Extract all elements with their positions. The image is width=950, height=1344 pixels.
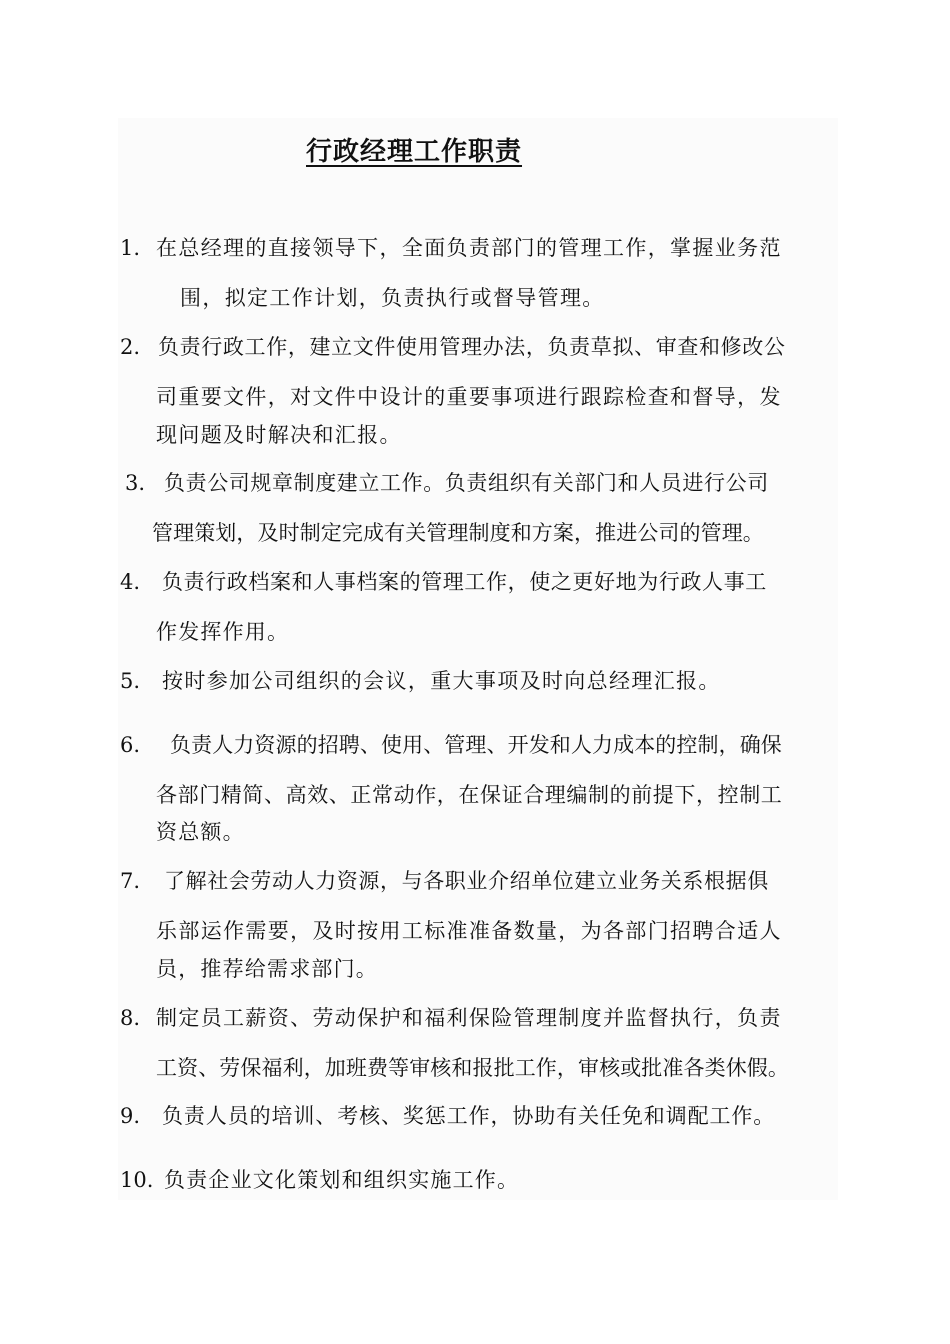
item-9-line-1: 负责人员的培训、考核、奖惩工作，协助有关任免和调配工作。 bbox=[162, 1104, 776, 1128]
item-8-line-2: 工资、劳保福利，加班费等审核和报批工作，审核或批准各类休假。 bbox=[156, 1056, 789, 1080]
item-7-line-2: 乐部运作需要，及时按用工标准准备数量，为各部门招聘合适人 bbox=[156, 919, 782, 943]
item-4-line-1: 负责行政档案和人事档案的管理工作，使之更好地为行政人事工 bbox=[162, 570, 767, 594]
item-7-line-3: 员，推荐给需求部门。 bbox=[156, 957, 378, 981]
item-10-line-1: 负责企业文化策划和组织实施工作。 bbox=[164, 1168, 520, 1192]
item-6-line-2: 各部门精简、高效、正常动作，在保证合理编制的前提下，控制工 bbox=[156, 783, 783, 807]
item-1-line-1: 在总经理的直接领导下，全面负责部门的管理工作，掌握业务范 bbox=[156, 236, 782, 260]
item-number: 3. bbox=[125, 471, 146, 495]
item-5-line-1: 按时参加公司组织的会议，重大事项及时向总经理汇报。 bbox=[162, 669, 721, 693]
item-8-line-1: 制定员工薪资、劳动保护和福利保险管理制度并监督执行，负责 bbox=[156, 1006, 782, 1030]
item-number: 7. bbox=[120, 869, 141, 893]
item-3-line-1: 负责公司规章制度建立工作。负责组织有关部门和人员进行公司 bbox=[164, 471, 769, 495]
item-2-line-3: 现问题及时解决和汇报。 bbox=[156, 423, 402, 447]
item-7-line-1: 了解社会劳动人力资源，与各职业介绍单位建立业务关系根据俱 bbox=[164, 869, 769, 893]
item-number: 1. bbox=[120, 236, 141, 260]
page-background bbox=[118, 118, 838, 1200]
item-3-line-2: 管理策划，及时制定完成有关管理制度和方案，推进公司的管理。 bbox=[152, 521, 764, 545]
item-1-line-2: 围，拟定工作计划，负责执行或督导管理。 bbox=[180, 286, 605, 310]
item-number: 10. bbox=[120, 1168, 154, 1192]
document-title: 行政经理工作职责 bbox=[306, 137, 523, 167]
item-number: 4. bbox=[120, 570, 141, 594]
item-4-line-2: 作发挥作用。 bbox=[156, 620, 290, 644]
item-2-line-2: 司重要文件，对文件中设计的重要事项进行跟踪检查和督导，发 bbox=[156, 385, 782, 409]
item-2-line-1: 负责行政工作，建立文件使用管理办法，负责草拟、审查和修改公 bbox=[158, 335, 786, 359]
item-6-line-1: 负责人力资源的招聘、使用、管理、开发和人力成本的控制，确保 bbox=[170, 733, 782, 757]
item-6-line-3: 资总额。 bbox=[156, 820, 245, 844]
item-number: 6. bbox=[120, 733, 141, 757]
item-number: 5. bbox=[120, 669, 141, 693]
item-number: 8. bbox=[120, 1006, 141, 1030]
item-number: 9. bbox=[120, 1104, 141, 1128]
item-number: 2. bbox=[120, 335, 141, 359]
